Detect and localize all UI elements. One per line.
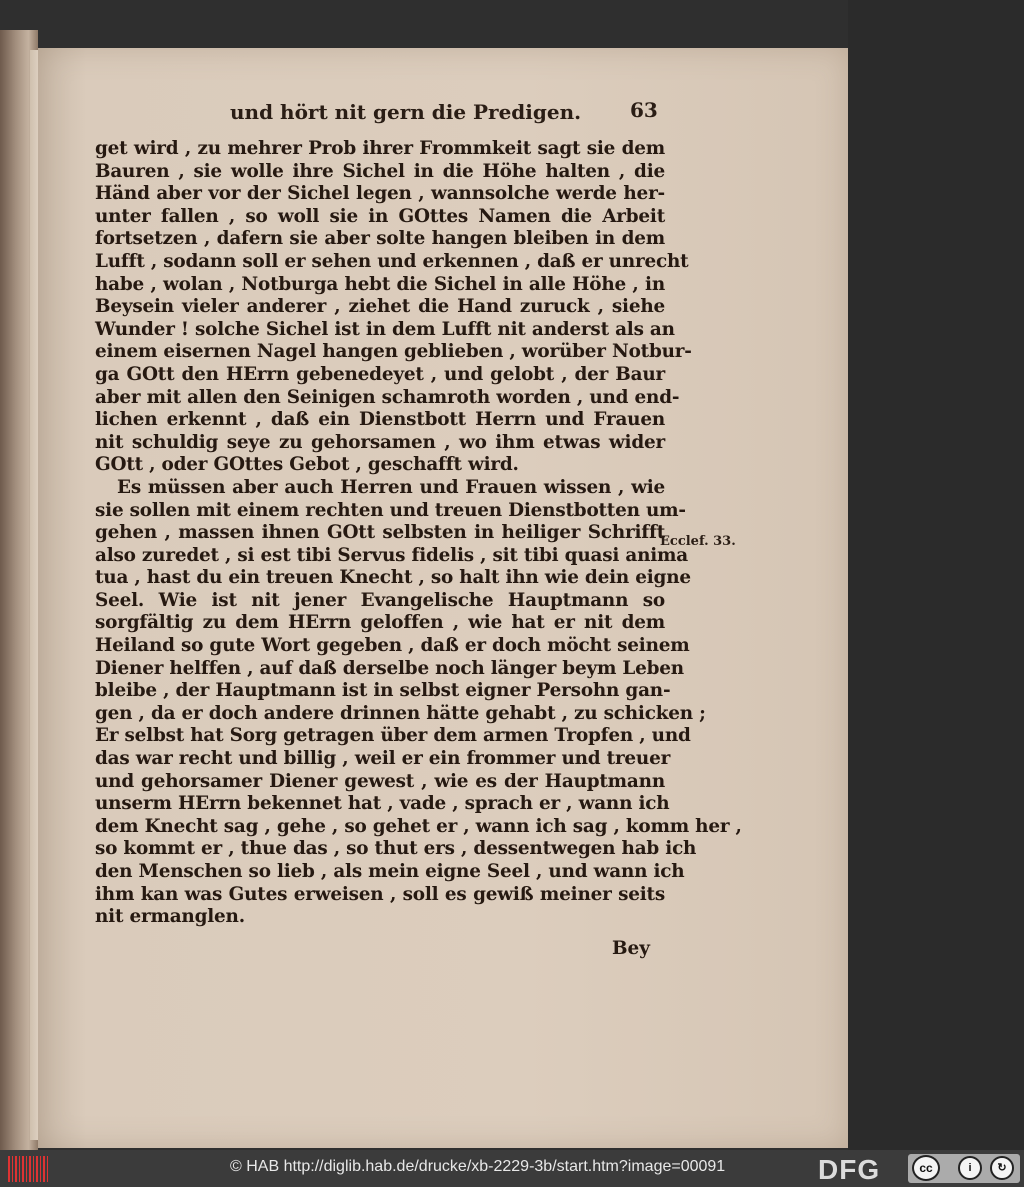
footer-bar [0,1150,1024,1187]
text-line: das war recht und billig , weil er ein frommer und treuer [95,748,671,770]
cc-icon: cc [912,1155,940,1181]
text-line: sorgfältig zu dem HErrn geloffen , wie hat er nit dem [95,612,665,634]
text-line: nit schuldig seye zu gehorsamen , wo ihm etwas wider [95,431,665,453]
text-line: dem Knecht sag , gehe , so gehet er , wann ich sag , komm her , [95,815,742,837]
text-line: Er selbst hat Sorg getragen über dem armen Tropfen , und [95,725,691,747]
text-line: aber mit allen den Seinigen schamroth worden , und end- [95,386,680,408]
text-line: habe , wolan , Notburga hebt die Sichel in alle Höhe , in [95,273,665,295]
text-line: ihm kan was Gutes erweisen , soll es gewiß meiner seits [95,883,665,905]
text-line: Es müssen aber auch Herren und Frauen wissen , wie [117,476,665,498]
barcode-icon [8,1156,48,1182]
text-line: Diener helffen , auf daß derselbe noch länger beym Leben [95,657,684,679]
text-line: also zuredet , si est tibi Servus fidelis , sit tibi quasi anima [95,544,688,566]
running-head: und hört nit gern die Predigen. [230,100,582,124]
credit-link[interactable]: © HAB http://diglib.hab.de/drucke/xb-2229-3b/start.htm?image=00091 [230,1158,726,1175]
text-line: Seel. Wie ist nit jener Evangelische Hauptmann so [95,589,665,611]
text-line: lichen erkennt , daß ein Dienstbott Herrn und Frauen [95,409,665,431]
text-line: Beysein vieler anderer , ziehet die Hand zuruck , siehe [95,296,665,318]
text-line: unter fallen , so woll sie in GOttes Namen die Arbeit [95,205,665,227]
license-badge[interactable] [908,1154,1020,1183]
dfg-logo: DFG [818,1154,881,1185]
text-line: tua , hast du ein treuen Knecht , so halt ihn wie dein eigne [95,567,691,589]
text-line: und gehorsamer Diener gewest , wie es der Hauptmann [95,770,665,792]
text-line: fortsetzen , dafern sie aber solte hangen bleiben in dem [95,228,665,250]
attribution-icon: i [958,1156,982,1180]
text-line: Heiland so gute Wort gegeben , daß er doch möcht seinem [95,635,690,657]
catchword: Bey [612,938,650,959]
text-line: Bauren , sie wolle ihre Sichel in die Höhe halten , die [95,160,665,182]
text-line: bleibe , der Hauptmann ist in selbst eigner Persohn gan- [95,680,671,702]
margin-note: Ecclef. 33. [660,534,736,549]
text-line: gen , da er doch andere drinnen hätte gehabt , zu schicken ; [95,702,706,724]
text-line: gehen , massen ihnen GOtt selbsten in heiliger Schrifft [95,522,665,544]
text-line: Lufft , sodann soll er sehen und erkennen , daß er unrecht [95,250,689,272]
share-alike-icon: ↻ [990,1156,1014,1180]
text-line: den Menschen so lieb , als mein eigne Seel , und wann ich [95,861,685,882]
text-line: ga GOtt den HErrn gebenedeyet , und gelobt , der Baur [95,363,665,385]
text-line: Wunder ! solche Sichel ist in dem Lufft nit anderst als an [95,318,675,340]
text-line: sie sollen mit einem rechten und treuen Dienstbotten um- [95,499,686,521]
text-line: Händ aber vor der Sichel legen , wannsolche werde her- [95,183,665,205]
text-line: GOtt , oder GOttes Gebot , geschafft wird. [95,454,519,476]
page-number: 63 [630,98,658,122]
text-line: einem eisernen Nagel hangen geblieben , worüber Notbur- [95,341,692,363]
text-line: nit ermanglen. [95,906,245,928]
background-panel [848,0,1024,1150]
text-line: get wird , zu mehrer Prob ihrer Frommkeit sagt sie dem [95,138,665,159]
text-line: unserm HErrn bekennet hat , vade , sprach er , wann ich [95,793,670,815]
text-line: so kommt er , thue das , so thut ers , dessentwegen hab ich [95,838,697,860]
